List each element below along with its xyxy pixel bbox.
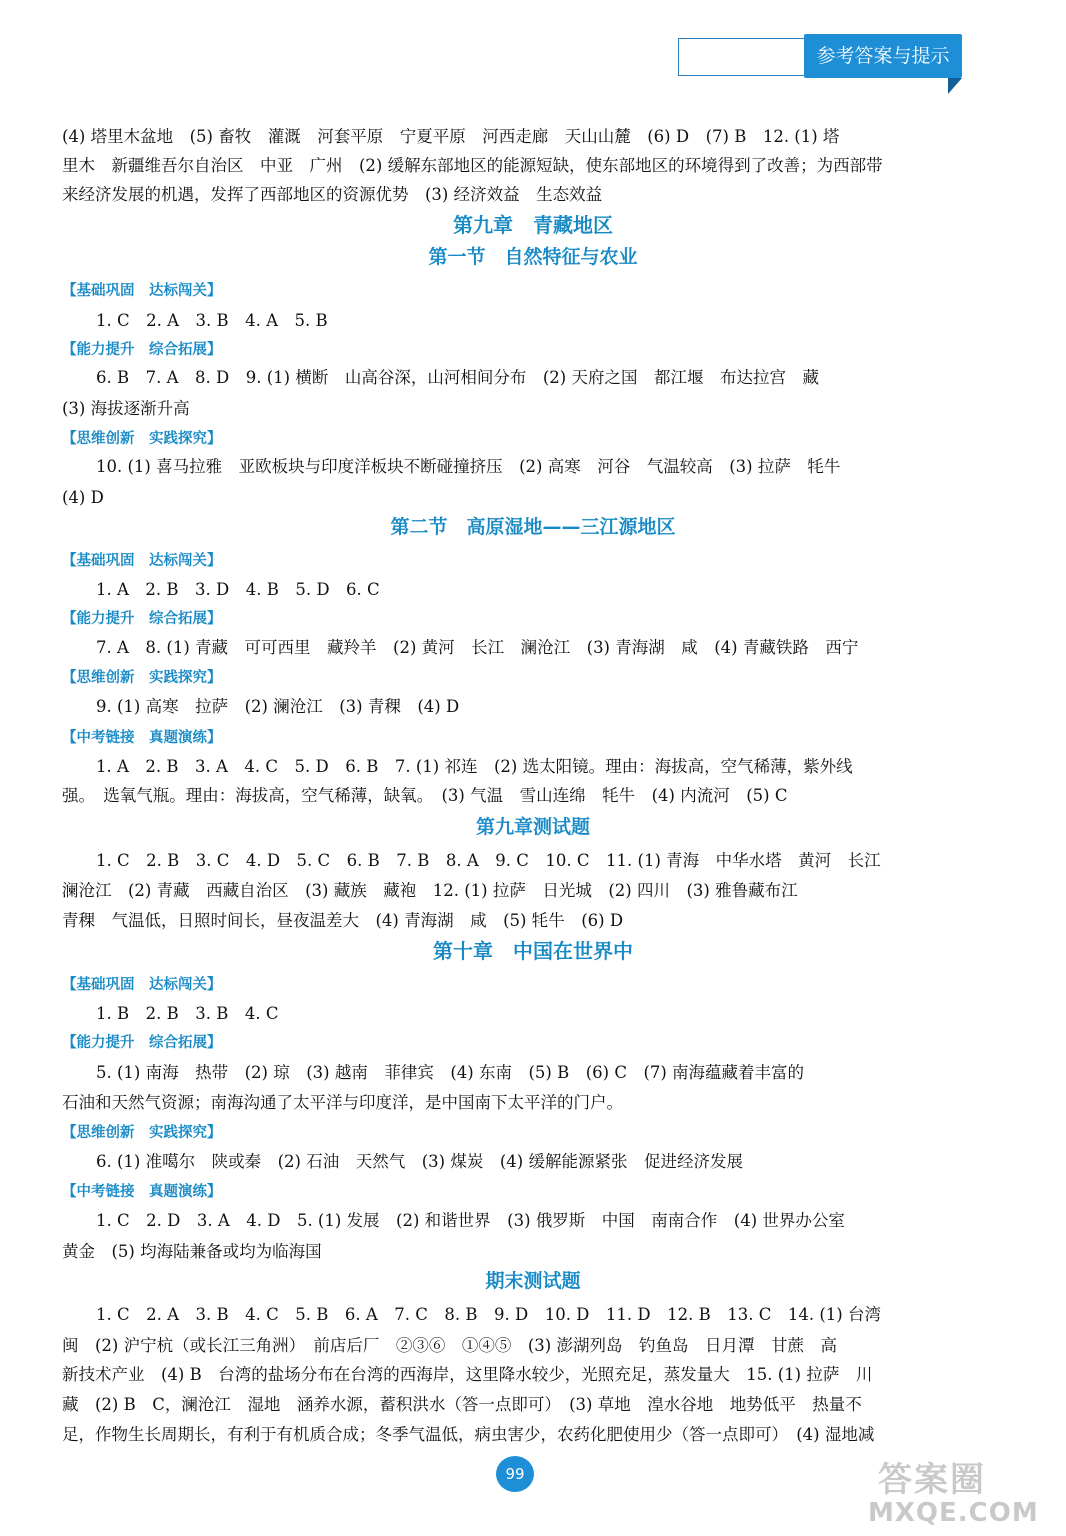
answer-line: 10. (1) 喜马拉雅 亚欧板块与印度洋板块不断碰撞挤压 (2) 高寒 河谷 气温较高 (3) 拉萨 牦牛 xyxy=(96,457,841,476)
section-title: 第九章测试题 xyxy=(475,816,590,838)
section-title: 第二节 高原湿地——三江源地区 xyxy=(390,516,676,538)
answer-line: 闽 (2) 沪宁杭（或长江三角洲） 前店后厂 ②③⑥ ①④⑤ (3) 澎湖列岛 钓鱼岛 日月潭 甘蔗 高 xyxy=(62,1336,837,1355)
section-label: 【思维创新 实践探究】 xyxy=(62,431,222,447)
answer-line: 强。 选氧气瓶。理由：海拔高，空气稀薄，缺氧。 (3) 气温 雪山连绵 牦牛 (4) 内流河 (5) C xyxy=(62,786,788,805)
answer-line: 1. A 2. B 3. A 4. C 5. D 6. B 7. (1) 祁连 (2) 选太阳镜。理由：海拔高，空气稀薄，紫外线 xyxy=(96,757,853,776)
section-label: 【基础巩固 达标闯关】 xyxy=(62,283,222,299)
answer-line: 黄金 (5) 均海陆兼备或均为临海国 xyxy=(62,1242,322,1261)
answer-line: 1. C 2. B 3. C 4. D 5. C 6. B 7. B 8. A 9. C 10. C 11. (1) 青海 中华水塔 黄河 长江 xyxy=(96,851,881,870)
section-label: 【基础巩固 达标闯关】 xyxy=(62,977,222,993)
section-label: 【能力提升 综合拓展】 xyxy=(62,342,222,358)
answer-line: 青稞 气温低，日照时间长，昼夜温差大 (4) 青海湖 咸 (5) 牦牛 (6) D xyxy=(62,911,624,930)
answer-line: 澜沧江 (2) 青藏 西藏自治区 (3) 藏族 藏袍 12. (1) 拉萨 日光城 (2) 四川 (3) 雅鲁藏布江 xyxy=(62,881,798,900)
answer-line: 藏 (2) B C，澜沧江 湿地 涵养水源，蓄积洪水（答一点即可） (3) 草地 湟水谷地 地势低平 热量不 xyxy=(62,1395,862,1414)
answer-line: 1. B 2. B 3. B 4. C xyxy=(96,1004,279,1023)
answer-line: 1. C 2. A 3. B 4. C 5. B 6. A 7. C 8. B 9. D 10. D 11. D 12. B 13. C 14. (1) 台湾 xyxy=(96,1305,881,1324)
header-blank-box xyxy=(678,38,806,76)
section-label: 【基础巩固 达标闯关】 xyxy=(62,553,222,569)
answer-line: (4) D xyxy=(62,488,104,507)
answer-line: (4) 塔里木盆地 (5) 畜牧 灌溉 河套平原 宁夏平原 河西走廊 天山山麓 (6) D (7) B 12. (1) 塔 xyxy=(62,127,840,146)
section-label: 【思维创新 实践探究】 xyxy=(62,1125,222,1141)
chapter-title: 第十章 中国在世界中 xyxy=(433,939,633,963)
watermark-top-text: 答案圈 xyxy=(878,1460,986,1500)
answer-line: 里木 新疆维吾尔自治区 中亚 广州 (2) 缓解东部地区的能源短缺，使东部地区的环境得到了改善；为西部带 xyxy=(62,156,883,175)
answer-line: 1. A 2. B 3. D 4. B 5. D 6. C xyxy=(96,580,380,599)
answer-line: 石油和天然气资源；南海沟通了太平洋与印度洋，是中国南下太平洋的门户。 xyxy=(62,1093,623,1112)
section-label: 【能力提升 综合拓展】 xyxy=(62,611,222,627)
page-number: 99 xyxy=(496,1456,534,1492)
section-label: 【中考链接 真题演练】 xyxy=(62,730,222,746)
header-tab-fold xyxy=(948,78,962,94)
watermark-bottom-text: MXQE.COM xyxy=(868,1498,1039,1528)
answer-line: 1. C 2. A 3. B 4. A 5. B xyxy=(96,311,328,330)
section-label: 【能力提升 综合拓展】 xyxy=(62,1035,222,1051)
answer-line: 9. (1) 高寒 拉萨 (2) 澜沧江 (3) 青稞 (4) D xyxy=(96,697,460,716)
section-title: 第一节 自然特征与农业 xyxy=(428,246,638,268)
answer-line: 新技术产业 (4) B 台湾的盐场分布在台湾的西海岸，这里降水较少，光照充足，蒸发量大 15. (1) 拉萨 川 xyxy=(62,1365,873,1384)
answer-line: 来经济发展的机遇，发挥了西部地区的资源优势 (3) 经济效益 生态效益 xyxy=(62,185,603,204)
answer-line: 5. (1) 南海 热带 (2) 琼 (3) 越南 菲律宾 (4) 东南 (5) B (6) C (7) 南海蕴藏着丰富的 xyxy=(96,1063,805,1082)
section-title: 期末测试题 xyxy=(485,1270,581,1292)
header-tab-label: 参考答案与提示 xyxy=(804,34,962,78)
watermark-logo xyxy=(838,1452,1062,1534)
answer-line: 6. (1) 准噶尔 陕或秦 (2) 石油 天然气 (3) 煤炭 (4) 缓解能源紧张 促进经济发展 xyxy=(96,1152,743,1171)
answer-line: (3) 海拔逐渐升高 xyxy=(62,399,190,418)
section-label: 【中考链接 真题演练】 xyxy=(62,1184,222,1200)
answer-line: 足，作物生长周期长，有利于有机质合成；冬季气温低，病虫害少，农药化肥使用少（答一点即可） (4) 湿地减 xyxy=(62,1425,875,1444)
answer-line: 6. B 7. A 8. D 9. (1) 横断 山高谷深，山河相间分布 (2) 天府之国 都江堰 布达拉宫 藏 xyxy=(96,368,819,387)
section-label: 【思维创新 实践探究】 xyxy=(62,670,222,686)
answer-line: 1. C 2. D 3. A 4. D 5. (1) 发展 (2) 和谐世界 (3) 俄罗斯 中国 南南合作 (4) 世界办公室 xyxy=(96,1211,845,1230)
chapter-title: 第九章 青藏地区 xyxy=(453,213,613,237)
answer-line: 7. A 8. (1) 青藏 可可西里 藏羚羊 (2) 黄河 长江 澜沧江 (3) 青海湖 咸 (4) 青藏铁路 西宁 xyxy=(96,638,859,657)
